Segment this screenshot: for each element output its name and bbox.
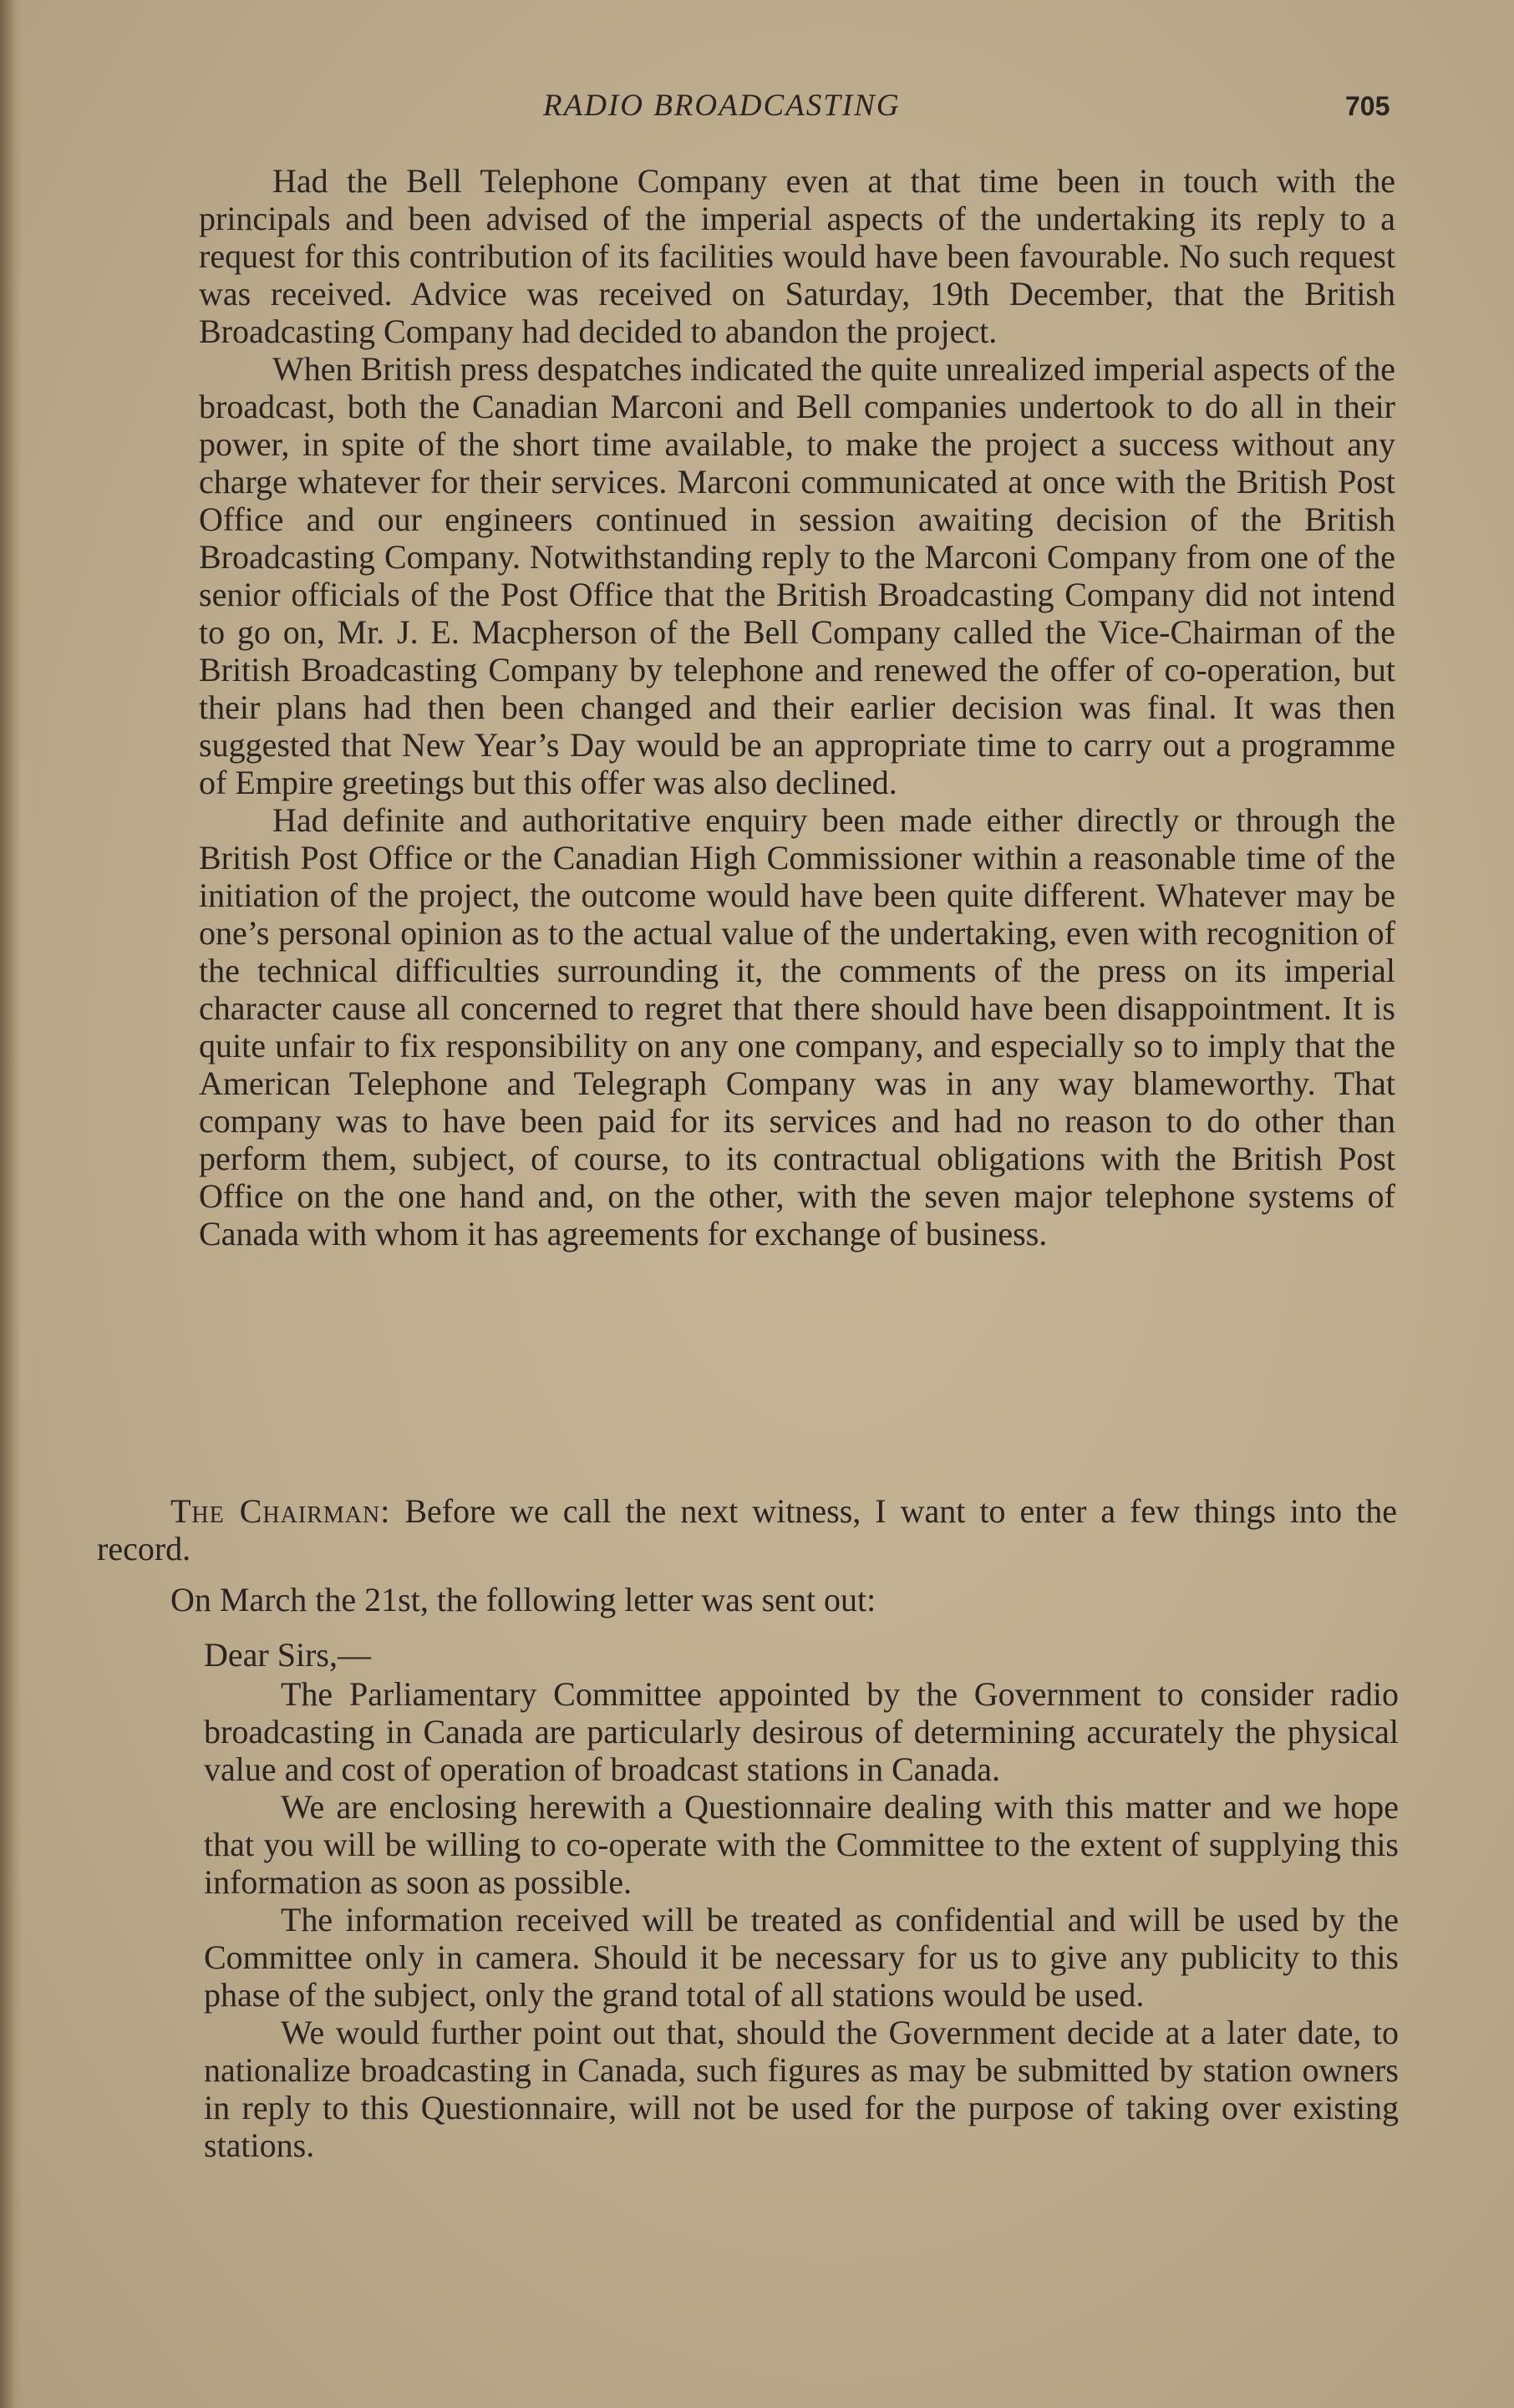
speaker-name: The Chairman:: [170, 1492, 391, 1530]
letter-intro: On March the 21st, the following letter was sent out:: [170, 1581, 876, 1618]
statement-paragraph: When British press despatches indicated the quite unrealized imperial aspects of the broadcast, both the Canadian Marconi and Bell companies undertook to do all in their power, in spite of the short time available, to make the project a success without any charge whatever for their services. Marconi communicated at once with the British Post Office and our engineers continued in session awaiting decision of the British Broadcasting Company. Notwithstanding reply to the Marconi Company from one of the senior officials of the Post Office that the British Broadcasting Company did not intend to go on, Mr. J. E. Macpherson of the Bell Company called the Vice-Chairman of the British Broadcasting Company by telephone and renewed the offer of co-operation, but their plans had then been changed and their earlier decision was final. It was then suggested that New Year’s Day would be an appropriate time to carry out a programme of Empire greetings but this offer was also declined.: [199, 350, 1395, 801]
running-head: RADIO BROADCASTING: [543, 89, 901, 123]
letter: [204, 1636, 1399, 2164]
chairman-remark: [97, 1492, 1397, 1567]
letter-paragraph: The information received will be treated as confidential and will be used by the Committee only in camera. Should it be necessary for us to give any publicity to this phase of the subject, only the grand total of all stations would be used.: [204, 1901, 1399, 2014]
page-header: [0, 85, 1514, 127]
quoted-statement: [199, 162, 1395, 1252]
letter-salutation: Dear Sirs,—: [204, 1636, 371, 1674]
statement-paragraph: Had the Bell Telephone Company even at that time been in touch with the principals and been advised of the imperial aspects of the undertaking its reply to a request for this contribution of its facilities would have been favourable. No such request was received. Advice was received on Saturday, 19th December, that the British Broadcasting Company had decided to abandon the project.: [199, 162, 1395, 350]
letter-paragraph: We are enclosing herewith a Questionnaire dealing with this matter and we hope that you will be willing to co-operate with the Committee to the extent of supplying this information as soon as possible.: [204, 1788, 1399, 1901]
letter-paragraph: The Parliamentary Committee appointed by the Government to consider radio broadcasting in Canada are particularly desirous of determining accurately the physical value and cost of operation of broadcast stations in Canada.: [204, 1675, 1399, 1788]
letter-paragraph: We would further point out that, should the Government decide at a later date, to nationalize broadcasting in Canada, such figures as may be submitted by station owners in reply to this Questionnaire, will not be used for the purpose of taking over existing stations.: [204, 2014, 1399, 2164]
proceedings: [97, 1492, 1397, 1632]
page-binding-shadow: [0, 0, 22, 2408]
chairman-statement: Before we call the next witness, I want to enter a few things into the record.: [97, 1492, 1397, 1567]
page-number: 705: [1345, 91, 1390, 121]
statement-paragraph: Had definite and authoritative enquiry been made either directly or through the British Post Office or the Canadian High Commissioner within a reasonable time of the initiation of the project, the outcome would have been quite different. Whatever may be one’s personal opinion as to the actual value of the undertaking, even with recognition of the technical difficulties surrounding it, the comments of the press on its imperial character cause all concerned to regret that there should have been disappointment. It is quite unfair to fix responsibility on any one company, and especially so to imply that the American Telephone and Telegraph Company was in any way blameworthy. That company was to have been paid for its services and had no reason to do other than perform them, subject, of course, to its contractual obligations with the British Post Office on the one hand and, on the other, with the seven major telephone systems of Canada with whom it has agreements for exchange of business.: [199, 801, 1395, 1252]
